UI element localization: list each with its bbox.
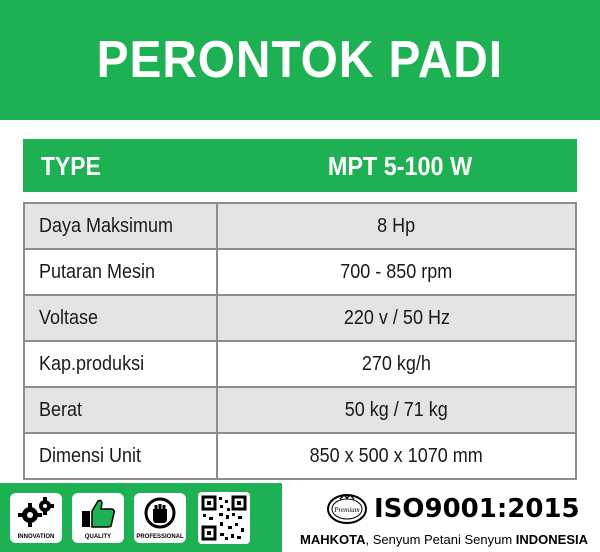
quality-badge: [72, 493, 124, 543]
spec-label: Putaran Mesin: [39, 260, 156, 283]
badge-caption: PROFESSIONAL: [136, 534, 184, 540]
type-label: TYPE: [41, 151, 101, 181]
svg-text:Premium: Premium: [334, 506, 360, 514]
badge-caption: INNOVATION: [17, 534, 55, 540]
premium-seal-icon: [326, 493, 368, 525]
iso-certification: ISO9001:2015: [374, 494, 580, 524]
type-value: MPT 5-100 W: [327, 151, 473, 181]
table-row: [24, 433, 576, 479]
tagline-middle: , Senyum Petani Senyum: [365, 532, 516, 547]
spec-value: 8 Hp: [377, 214, 416, 237]
spec-label: Kap.produksi: [39, 352, 145, 375]
spec-table: [23, 202, 577, 480]
professional-badge: [134, 493, 186, 543]
spec-value: 270 kg/h: [361, 352, 432, 375]
badge-caption: QUALITY: [84, 534, 112, 540]
spec-value: 700 - 850 rpm: [340, 260, 453, 283]
spec-label: Dimensi Unit: [39, 444, 142, 467]
spec-value: 50 kg / 71 kg: [344, 398, 449, 421]
innovation-badge: [10, 493, 62, 543]
spec-value: 220 v / 50 Hz: [343, 306, 450, 329]
tagline: [300, 532, 600, 547]
page-title: PERONTOK PADI: [96, 31, 504, 89]
country-name: INDONESIA: [515, 532, 589, 547]
qr-code: [198, 492, 250, 544]
table-row: [24, 295, 576, 341]
gears-icon: [18, 497, 54, 529]
thumbs-up-icon: [80, 497, 116, 529]
footer-bar: [0, 483, 600, 552]
spec-label: Berat: [39, 398, 83, 421]
spec-label: Voltase: [39, 306, 99, 329]
spec-label: Daya Maksimum: [39, 214, 174, 237]
table-row: [24, 387, 576, 433]
title-banner: [0, 0, 600, 120]
fist-icon: [142, 497, 178, 529]
table-row: [24, 341, 576, 387]
brand-name: MAHKOTA: [300, 532, 366, 547]
qr-code-icon: [198, 492, 250, 544]
table-row: [24, 203, 576, 249]
spec-value: 850 x 500 x 1070 mm: [309, 444, 484, 467]
certification-panel: [282, 483, 600, 552]
table-row: [24, 249, 576, 295]
type-header-row: [23, 139, 577, 192]
